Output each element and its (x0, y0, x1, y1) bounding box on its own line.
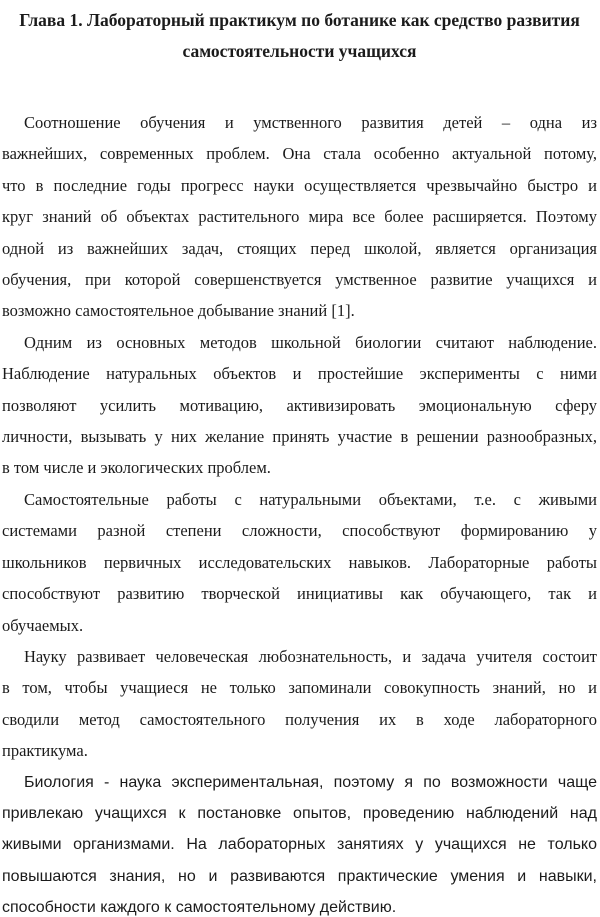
paragraph-3 (2, 484, 597, 641)
text-line: возможно самостоятельное добывание знаний [1]. (2, 301, 355, 321)
paragraph-1 (2, 107, 597, 327)
text-line: Одним из основных методов школьной биологии считают наблюдение. (24, 332, 597, 352)
text-line: живыми организмами. На лабораторных занятиях у учащихся не только (2, 836, 597, 854)
text-line: Биология - наука экспериментальная, поэтому я по возможности чаще (24, 773, 597, 791)
text-line: Наблюдение натуральных объектов и простейшие эксперименты с ними (2, 364, 597, 384)
text-line: сводили метод самостоятельного получения их в ходе лабораторного (2, 709, 597, 729)
paragraph-4 (2, 641, 597, 767)
title-line: Глава 1. Лабораторный практикум по ботанике как средство развития (19, 10, 580, 30)
text-line: системами разной степени сложности, способствуют формированию у (2, 521, 597, 541)
paragraph-5 (2, 767, 597, 917)
text-line: важнейших, современных проблем. Она стала особенно актуальной потому, (2, 144, 597, 164)
text-line: практикума. (2, 741, 88, 761)
text-line: Самостоятельные работы с натуральными объектами, т.е. с живыми (24, 489, 597, 509)
chapter-title (2, 5, 597, 67)
text-line: позволяют усилить мотивацию, активизировать эмоциональную сферу (2, 395, 597, 415)
text-line: в том числе и экологических проблем. (2, 458, 271, 478)
text-line: школьников первичных исследовательских навыков. Лабораторные работы (2, 552, 597, 572)
text-line: способности каждого к самостоятельному действию. (2, 899, 397, 917)
text-line: в том, чтобы учащиеся не только запоминали совокупность знаний, но и (2, 678, 597, 698)
text-line: что в последние годы прогресс науки осуществляется чрезвычайно быстро и (2, 175, 597, 195)
text-line: обучения, при которой совершенствуется умственное развитие учащихся и (2, 270, 597, 290)
paragraph-2 (2, 327, 597, 484)
text-line: одной из важнейших задач, стоящих перед школой, является организация (2, 238, 597, 258)
text-line: способствуют развитию творческой инициативы как обучающего, так и (2, 584, 597, 604)
text-line: Соотношение обучения и умственного развития детей – одна из (24, 113, 597, 132)
text-line: личности, вызывать у них желание принять участие в решении разнообразных, (2, 427, 597, 447)
text-line: обучаемых. (2, 615, 84, 635)
title-line: самостоятельности учащихся (182, 41, 417, 61)
text-line: привлекаю учащихся к постановке опытов, проведению наблюдений над (2, 804, 597, 822)
text-line: повышаются знания, но и развиваются практические умения и навыки, (2, 867, 597, 885)
text-line: Науку развивает человеческая любознательность, и задача учителя состоит (24, 646, 597, 666)
text-line: круг знаний об объектах растительного мира все более расширяется. Поэтому (2, 207, 597, 227)
